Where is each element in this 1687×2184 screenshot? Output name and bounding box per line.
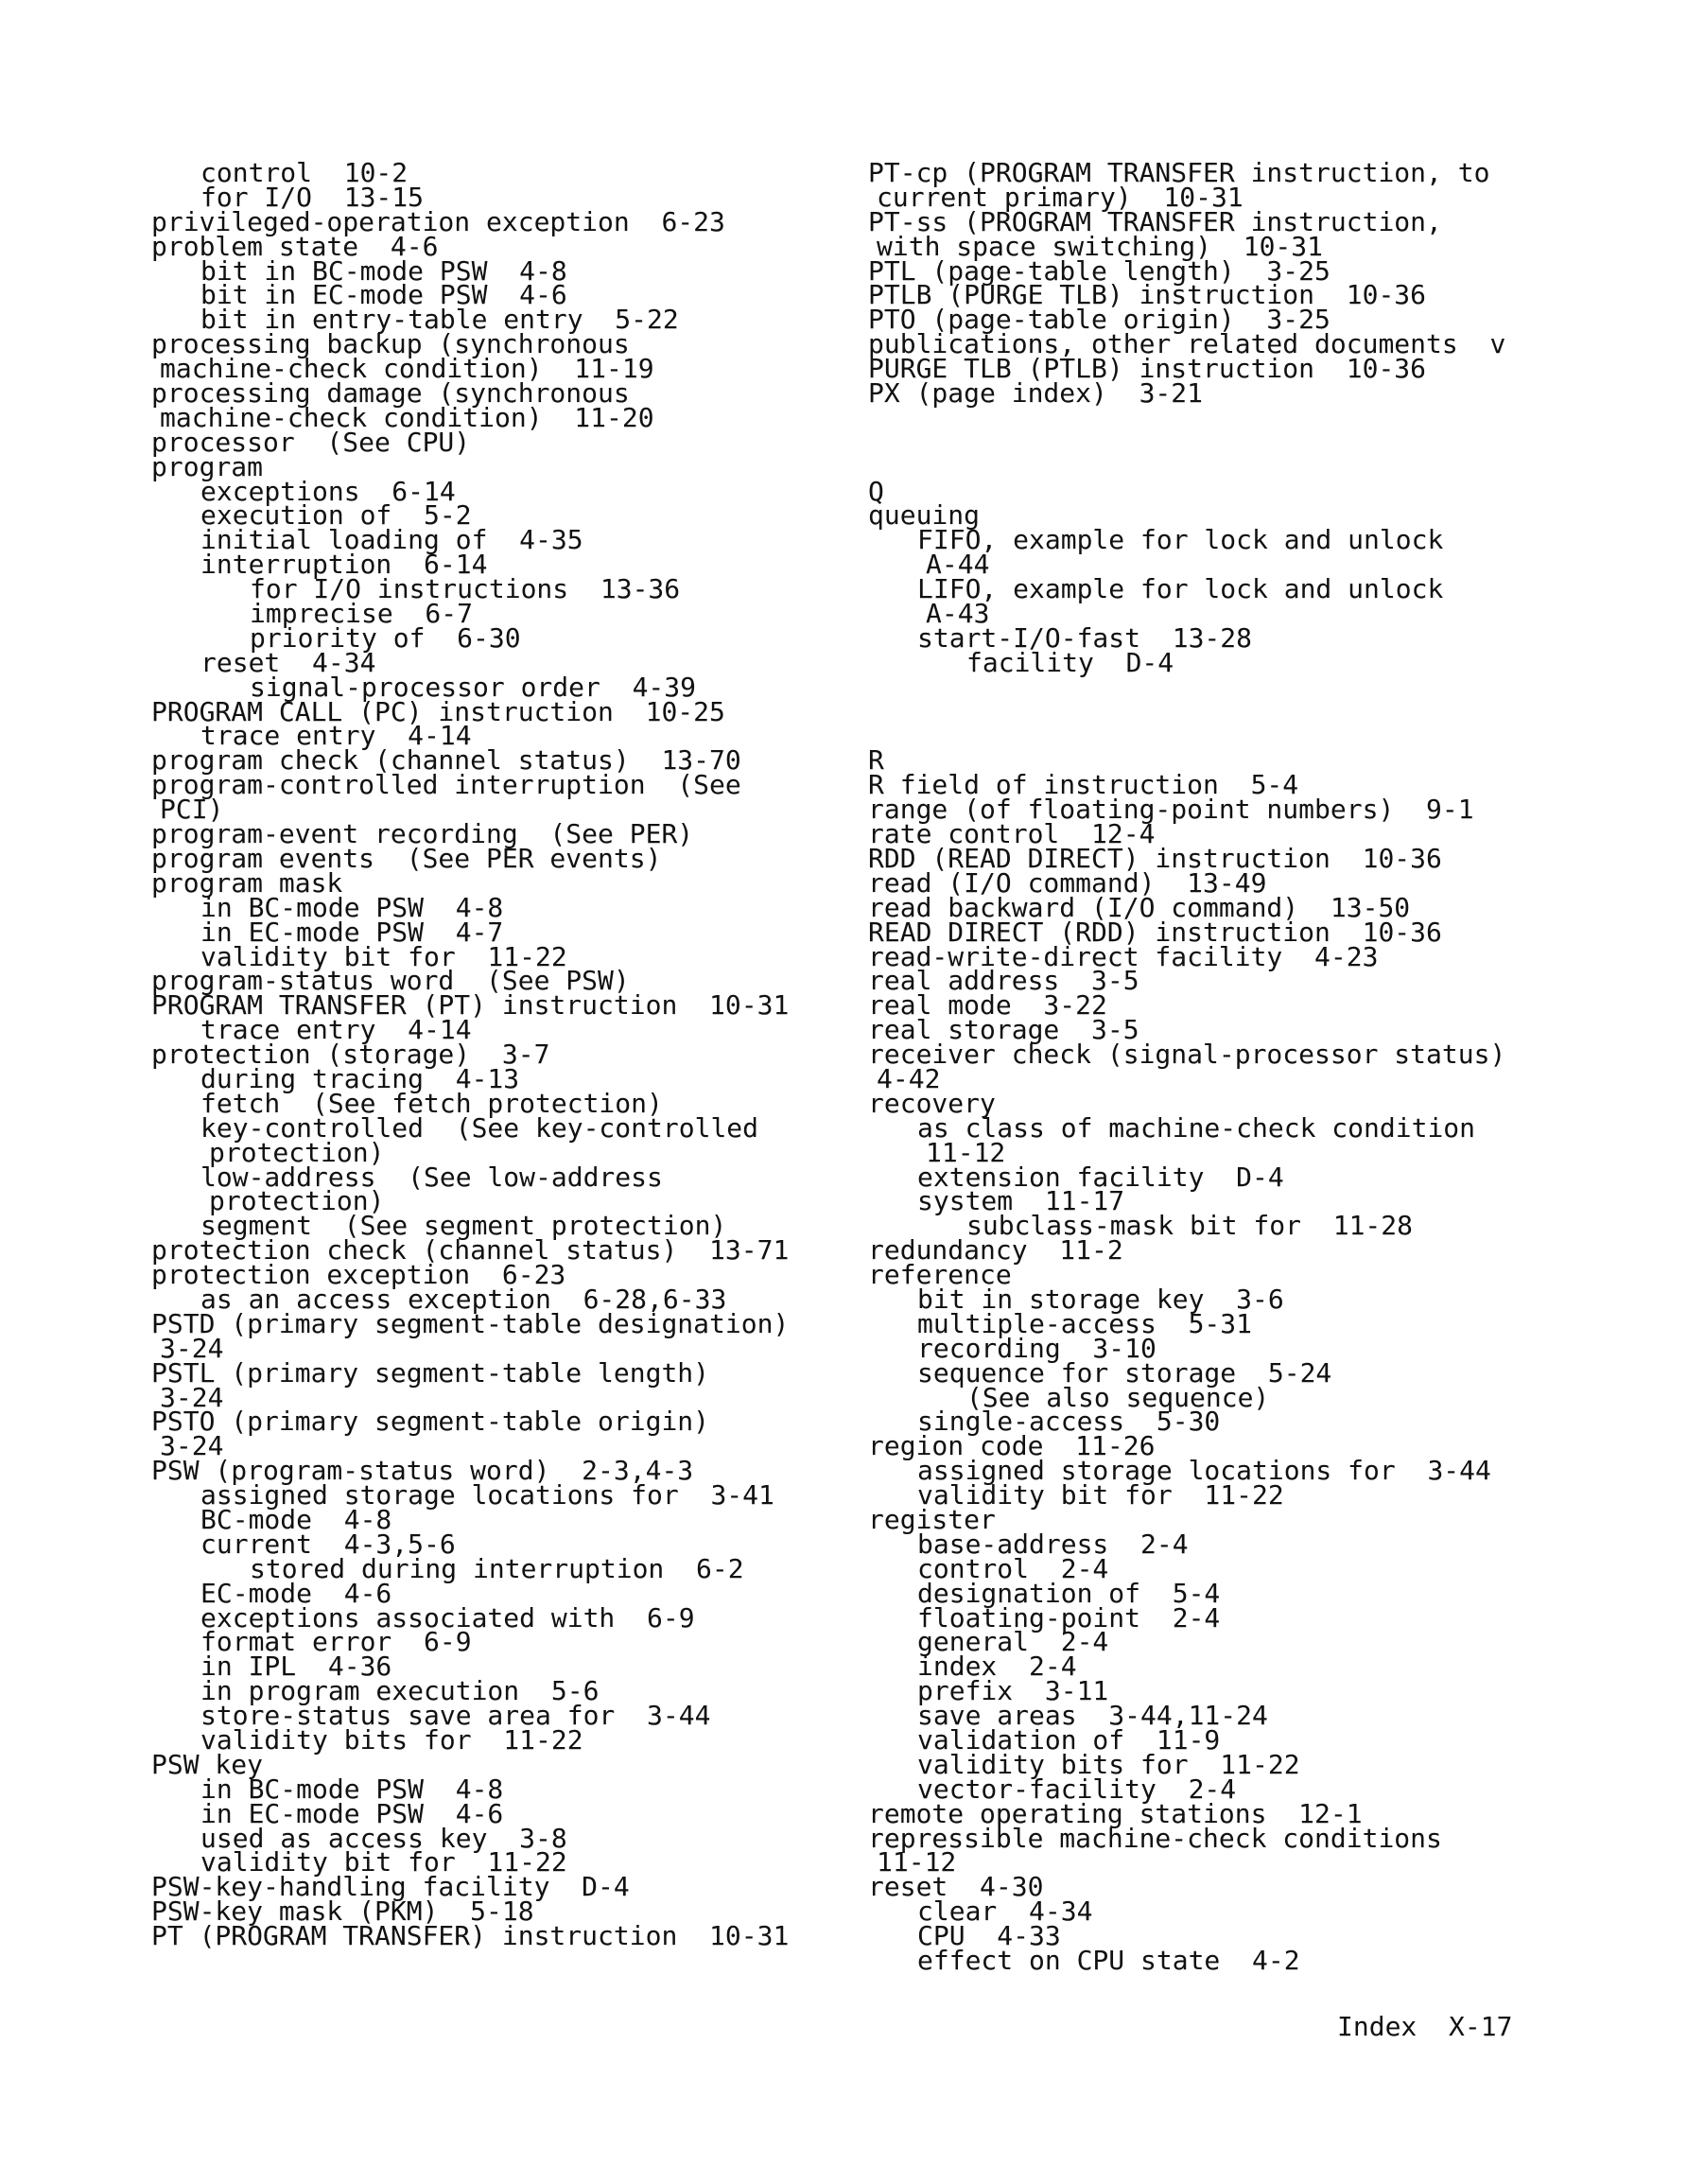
index-entry: clear 4-34 xyxy=(917,1896,1093,1928)
blank-line xyxy=(868,430,1587,455)
index-entry: program check (channel status) 13-70 xyxy=(151,744,741,777)
index-entry-continuation: current primary) 10-31 xyxy=(877,181,1244,213)
index-entry: PT-cp (PROGRAM TRANSFER instruction, to xyxy=(868,157,1490,188)
index-entry: program-controlled interruption (See xyxy=(151,769,741,801)
blank-line xyxy=(868,406,1587,430)
index-entry: PTL (page-table length) 3-25 xyxy=(868,254,1330,287)
index-entry-continuation: 3-24 xyxy=(160,1381,224,1413)
index-entry: subclass-mask bit for 11-28 xyxy=(966,1210,1414,1242)
index-entry-continuation: A-44 xyxy=(926,549,990,581)
index-entry: PT (PROGRAM TRANSFER) instruction 10-31 xyxy=(151,1920,790,1952)
index-entry: problem state 4-6 xyxy=(151,230,439,262)
index-entry: control 2-4 xyxy=(917,1552,1109,1584)
index-column-right xyxy=(868,157,1587,1977)
index-entry-continuation: 3-24 xyxy=(160,1430,224,1462)
index-entry: execution of 5-2 xyxy=(200,499,472,532)
index-entry: BC-mode 4-8 xyxy=(200,1503,392,1535)
index-entry: reference xyxy=(868,1259,1012,1291)
index-entry: in EC-mode PSW 4-6 xyxy=(200,1797,504,1829)
blank-line xyxy=(868,675,1587,700)
index-entry: start-I/O-fast 13-28 xyxy=(917,621,1253,654)
index-entry: PSW-key mask (PKM) 5-18 xyxy=(151,1896,534,1928)
index-entry: for I/O 13-15 xyxy=(200,181,425,213)
index-entry: processing damage (synchronous xyxy=(151,377,630,410)
index-entry: for I/O instructions 13-36 xyxy=(250,573,681,605)
index-entry: R xyxy=(868,744,884,777)
index-entry: effect on CPU state 4-2 xyxy=(917,1945,1300,1977)
index-entry: program-event recording (See PER) xyxy=(151,818,694,850)
index-entry: LIFO, example for lock and unlock xyxy=(917,573,1444,605)
index-entry: read (I/O command) 13-49 xyxy=(868,866,1267,899)
index-entry: general 2-4 xyxy=(917,1626,1109,1658)
index-entry: base-address 2-4 xyxy=(917,1528,1189,1560)
index-entry: recording 3-10 xyxy=(917,1332,1157,1364)
index-entry: region code 11-26 xyxy=(868,1430,1156,1462)
index-entry: protection exception 6-23 xyxy=(151,1259,566,1291)
index-entry: reset 4-30 xyxy=(868,1871,1044,1903)
index-entry-continuation: protection) xyxy=(209,1185,385,1217)
index-entry: validation of 11-9 xyxy=(917,1724,1221,1756)
index-column-left xyxy=(151,157,832,1952)
index-entry: bit in EC-mode PSW 4-6 xyxy=(200,279,567,311)
index-entry: trace entry 4-14 xyxy=(200,1014,472,1046)
index-entry: save areas 3-44,11-24 xyxy=(917,1700,1268,1732)
index-entry: segment (See segment protection) xyxy=(200,1210,727,1242)
index-entry: in IPL 4-36 xyxy=(200,1651,392,1683)
index-entry: protection check (channel status) 13-71 xyxy=(151,1234,790,1267)
index-entry: interruption 6-14 xyxy=(200,549,488,581)
index-entry: extension facility D-4 xyxy=(917,1161,1284,1193)
page-footer: Index X-17 xyxy=(1337,2011,1513,2042)
index-entry: priority of 6-30 xyxy=(250,621,521,654)
index-entry-continuation: 4-42 xyxy=(877,1062,941,1094)
index-entry: validity bit for 11-22 xyxy=(200,940,567,972)
index-entry: bit in BC-mode PSW 4-8 xyxy=(200,254,567,287)
index-entry: PSW key xyxy=(151,1748,264,1780)
index-entry: as class of machine-check condition xyxy=(917,1111,1476,1144)
index-entry: stored during interruption 6-2 xyxy=(250,1552,744,1584)
index-entry: CPU 4-33 xyxy=(917,1920,1061,1952)
index-entry: validity bits for 11-22 xyxy=(200,1724,583,1756)
index-entry: designation of 5-4 xyxy=(917,1577,1221,1609)
index-entry: PSTL (primary segment-table length) xyxy=(151,1356,710,1389)
index-entry: during tracing 4-13 xyxy=(200,1062,520,1094)
index-entry: assigned storage locations for 3-41 xyxy=(200,1479,774,1511)
index-entry: RDD (READ DIRECT) instruction 10-36 xyxy=(868,842,1442,874)
index-entry: register xyxy=(868,1503,996,1535)
index-entry: multiple-access 5-31 xyxy=(917,1307,1253,1339)
index-entry: in BC-mode PSW 4-8 xyxy=(200,1773,504,1805)
index-entry: repressible machine-check conditions xyxy=(868,1822,1442,1854)
blank-line xyxy=(868,700,1587,725)
index-entry: Q xyxy=(868,475,884,507)
index-entry: in program execution 5-6 xyxy=(200,1675,600,1707)
index-entry-continuation: machine-check condition) 11-20 xyxy=(160,401,654,433)
index-entry: imprecise 6-7 xyxy=(250,598,474,630)
index-entry: protection (storage) 3-7 xyxy=(151,1039,550,1071)
index-entry: signal-processor order 4-39 xyxy=(250,671,697,703)
index-entry: reset 4-34 xyxy=(200,646,376,678)
index-entry: index 2-4 xyxy=(917,1651,1077,1683)
index-entry: in BC-mode PSW 4-8 xyxy=(200,891,504,923)
index-entry: assigned storage locations for 3-44 xyxy=(917,1455,1491,1487)
index-entry: range (of floating-point numbers) 9-1 xyxy=(868,794,1474,826)
index-entry: queuing xyxy=(868,499,981,532)
index-entry: format error 6-9 xyxy=(200,1626,472,1658)
index-entry: read-write-direct facility 4-23 xyxy=(868,940,1379,972)
index-entry: recovery xyxy=(868,1087,996,1119)
index-entry: program mask xyxy=(151,866,343,899)
index-entry: as an access exception 6-28,6-33 xyxy=(200,1283,727,1315)
index-entry: low-address (See low-address xyxy=(200,1161,663,1193)
blank-line xyxy=(868,724,1587,748)
index-entry: exceptions 6-14 xyxy=(200,475,456,507)
index-entry: validity bit for 11-22 xyxy=(917,1479,1284,1511)
index-entry: PTLB (PURGE TLB) instruction 10-36 xyxy=(868,279,1427,311)
index-entry: privileged-operation exception 6-23 xyxy=(151,205,725,237)
index-entry: real mode 3-22 xyxy=(868,989,1107,1022)
index-entry-continuation: machine-check condition) 11-19 xyxy=(160,353,654,385)
index-entry: program-status word (See PSW) xyxy=(151,965,630,997)
index-entry: PSW (program-status word) 2-3,4-3 xyxy=(151,1455,694,1487)
index-entry: bit in storage key 3-6 xyxy=(917,1283,1284,1315)
index-entry: facility D-4 xyxy=(966,646,1174,678)
index-entry-continuation: PCI) xyxy=(160,794,224,826)
index-entry: current 4-3,5-6 xyxy=(200,1528,456,1560)
index-entry: publications, other related documents v xyxy=(868,328,1506,360)
index-entry: trace entry 4-14 xyxy=(200,720,472,752)
index-entry: program xyxy=(151,450,264,482)
index-entry-continuation: 3-24 xyxy=(160,1332,224,1364)
index-entry: program events (See PER events) xyxy=(151,842,662,874)
index-entry: (See also sequence) xyxy=(966,1381,1270,1413)
index-entry: redundancy 11-2 xyxy=(868,1234,1123,1267)
index-entry: rate control 12-4 xyxy=(868,818,1156,850)
index-entry: PURGE TLB (PTLB) instruction 10-36 xyxy=(868,353,1427,385)
blank-line xyxy=(868,455,1587,480)
index-entry: sequence for storage 5-24 xyxy=(917,1356,1332,1389)
index-entry: PSTD (primary segment-table designation) xyxy=(151,1307,790,1339)
index-entry: real storage 3-5 xyxy=(868,1014,1139,1046)
index-entry: PSTO (primary segment-table origin) xyxy=(151,1406,710,1438)
index-entry: PTO (page-table origin) 3-25 xyxy=(868,304,1330,336)
index-entry: key-controlled (See key-controlled xyxy=(200,1111,759,1144)
index-entry: remote operating stations 12-1 xyxy=(868,1797,1363,1829)
index-entry: initial loading of 4-35 xyxy=(200,524,583,556)
index-entry: control 10-2 xyxy=(200,157,409,188)
index-entry: in EC-mode PSW 4-7 xyxy=(200,916,504,948)
index-entry: fetch (See fetch protection) xyxy=(200,1087,663,1119)
index-entry: EC-mode 4-6 xyxy=(200,1577,392,1609)
index-entry: real address 3-5 xyxy=(868,965,1139,997)
index-entry: PT-ss (PROGRAM TRANSFER instruction, xyxy=(868,205,1442,237)
index-entry: PSW-key-handling facility D-4 xyxy=(151,1871,630,1903)
index-entry: read backward (I/O command) 13-50 xyxy=(868,891,1411,923)
index-entry: validity bits for 11-22 xyxy=(917,1748,1300,1780)
index-entry: processor (See CPU) xyxy=(151,426,471,458)
index-entry: PROGRAM TRANSFER (PT) instruction 10-31 xyxy=(151,989,790,1022)
index-entry: exceptions associated with 6-9 xyxy=(200,1601,695,1634)
index-entry: R field of instruction 5-4 xyxy=(868,769,1299,801)
index-entry: FIFO, example for lock and unlock xyxy=(917,524,1444,556)
index-entry: processing backup (synchronous xyxy=(151,328,630,360)
index-entry: PROGRAM CALL (PC) instruction 10-25 xyxy=(151,695,725,727)
index-entry-continuation: A-43 xyxy=(926,598,990,630)
index-entry: bit in entry-table entry 5-22 xyxy=(200,304,679,336)
index-entry: prefix 3-11 xyxy=(917,1675,1109,1707)
index-entry: floating-point 2-4 xyxy=(917,1601,1221,1634)
index-entry-continuation: with space switching) 10-31 xyxy=(877,230,1324,262)
index-entry: PX (page index) 3-21 xyxy=(868,377,1204,410)
index-entry: receiver check (signal-processor status) xyxy=(868,1039,1506,1071)
index-entry: used as access key 3-8 xyxy=(200,1822,567,1854)
index-entry-continuation: 11-12 xyxy=(926,1136,1006,1168)
index-entry: vector-facility 2-4 xyxy=(917,1773,1237,1805)
index-entry: store-status save area for 3-44 xyxy=(200,1700,711,1732)
index-entry-continuation: protection) xyxy=(209,1136,385,1168)
index-entry: READ DIRECT (RDD) instruction 10-36 xyxy=(868,916,1442,948)
index-entry: system 11-17 xyxy=(917,1185,1125,1217)
index-entry: single-access 5-30 xyxy=(917,1406,1221,1438)
index-entry: validity bit for 11-22 xyxy=(200,1846,567,1878)
index-entry-continuation: 11-12 xyxy=(877,1846,957,1878)
